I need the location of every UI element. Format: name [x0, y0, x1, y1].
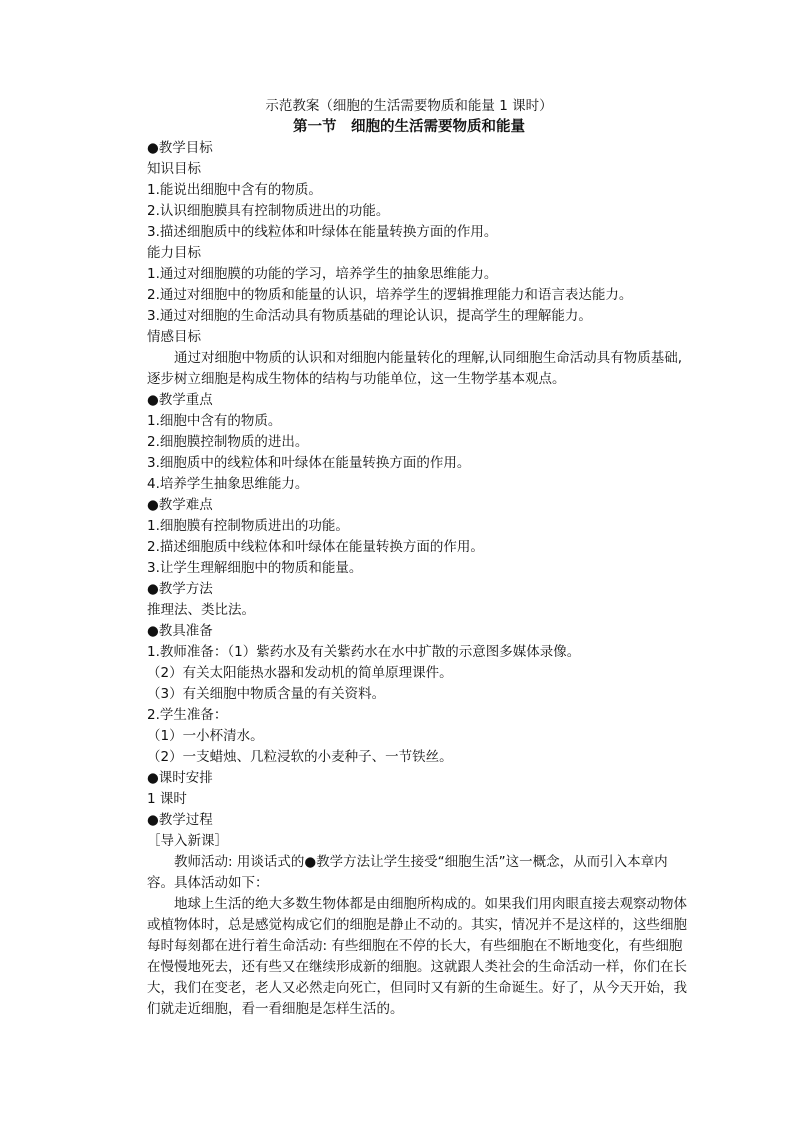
knowledge-item: 2.认识细胞膜具有控制物质进出的功能。	[147, 203, 390, 219]
story-paragraph-line: 每时每刻都在进行着生命活动: 有些细胞在不停的长大，有些细胞在不断地变化，有些细胞	[147, 938, 683, 954]
tools-item: （2）一支蜡烛、几粒浸软的小麦种子、一节铁丝。	[147, 749, 453, 765]
time-text: 1 课时	[147, 791, 187, 807]
tools-item: （2）有关太阳能热水器和发动机的简单原理课件。	[147, 665, 453, 681]
story-paragraph-line: 在慢慢地死去，还有些又在继续形成新的细胞。这就跟人类社会的生命活动一样，你们在长	[147, 959, 687, 975]
ability-item: 1.通过对细胞膜的功能的学习，培养学生的抽象思维能力。	[147, 266, 498, 282]
emotion-paragraph-line: 通过对细胞中物质的认识和对细胞内能量转化的理解,认同细胞生命活动具有物质基础,	[147, 350, 683, 366]
section-heading-goals: ●教学目标	[147, 140, 213, 156]
section-heading-key-points: ●教学重点	[147, 392, 213, 408]
ability-item: 3.通过对细胞的生命活动具有物质基础的理论认识，提高学生的理解能力。	[147, 308, 592, 324]
lesson-plan-body	[147, 96, 687, 1020]
story-paragraph-line: 们就走近细胞，看一看细胞是怎样生活的。	[147, 1001, 404, 1017]
tools-item: （3）有关细胞中物质含量的有关资料。	[147, 686, 386, 702]
subheading-knowledge: 知识目标	[147, 161, 201, 177]
section-heading-process: ●教学过程	[147, 812, 213, 828]
section-heading-difficulties: ●教学难点	[147, 497, 213, 513]
subheading-emotion: 情感目标	[147, 329, 201, 345]
section-heading-time: ●课时安排	[147, 770, 213, 786]
tools-item: （1）一小杯清水。	[147, 728, 264, 744]
key-point-item: 4.培养学生抽象思维能力。	[147, 476, 309, 492]
section-heading-tools: ●教具准备	[147, 623, 213, 639]
section-heading-method: ●教学方法	[147, 581, 213, 597]
difficulty-item: 2.描述细胞质中线粒体和叶绿体在能量转换方面的作用。	[147, 539, 484, 555]
intro-heading: ［导入新课］	[147, 833, 228, 849]
method-text: 推理法、类比法。	[147, 602, 255, 618]
key-point-item: 1.细胞中含有的物质。	[147, 413, 282, 429]
difficulty-item: 1.细胞膜有控制物质进出的功能。	[147, 518, 349, 534]
teacher-activity-line: 容。具体活动如下：	[147, 875, 269, 891]
emotion-paragraph-line: 逐步树立细胞是构成生物体的结构与功能单位，这一生物学基本观点。	[147, 371, 566, 387]
tools-item: 1.教师准备：（1）紫药水及有关紫药水在水中扩散的示意图多媒体录像。	[147, 644, 581, 660]
story-paragraph-line: 地球上生活的绝大多数生物体都是由细胞所构成的。如果我们用肉眼直接去观察动物体	[147, 896, 687, 912]
document-subtitle: 示范教案（细胞的生活需要物质和能量 1 课时）	[265, 98, 553, 114]
tools-item: 2.学生准备：	[147, 707, 228, 723]
knowledge-item: 3.描述细胞质中的线粒体和叶绿体在能量转换方面的作用。	[147, 224, 498, 240]
key-point-item: 2.细胞膜控制物质的进出。	[147, 434, 309, 450]
story-paragraph-line: 大，我们在变老，老人又必然走向死亡，但同时又有新的生命诞生。好了，从今天开始，我	[147, 980, 687, 996]
teacher-activity-line: 教师活动: 用谈话式的●教学方法让学生接受“细胞生活”这一概念，从而引入本章内	[147, 854, 668, 870]
knowledge-item: 1.能说出细胞中含有的物质。	[147, 182, 322, 198]
key-point-item: 3.细胞质中的线粒体和叶绿体在能量转换方面的作用。	[147, 455, 471, 471]
subheading-ability: 能力目标	[147, 245, 201, 261]
ability-item: 2.通过对细胞中的物质和能量的认识，培养学生的逻辑推理能力和语言表达能力。	[147, 287, 633, 303]
difficulty-item: 3.让学生理解细胞中的物质和能量。	[147, 560, 363, 576]
story-paragraph-line: 或植物体时，总是感觉构成它们的细胞是静止不动的。其实，情况并不是这样的，这些细胞	[147, 917, 687, 933]
document-title: 第一节 细胞的生活需要物质和能量	[293, 119, 525, 135]
